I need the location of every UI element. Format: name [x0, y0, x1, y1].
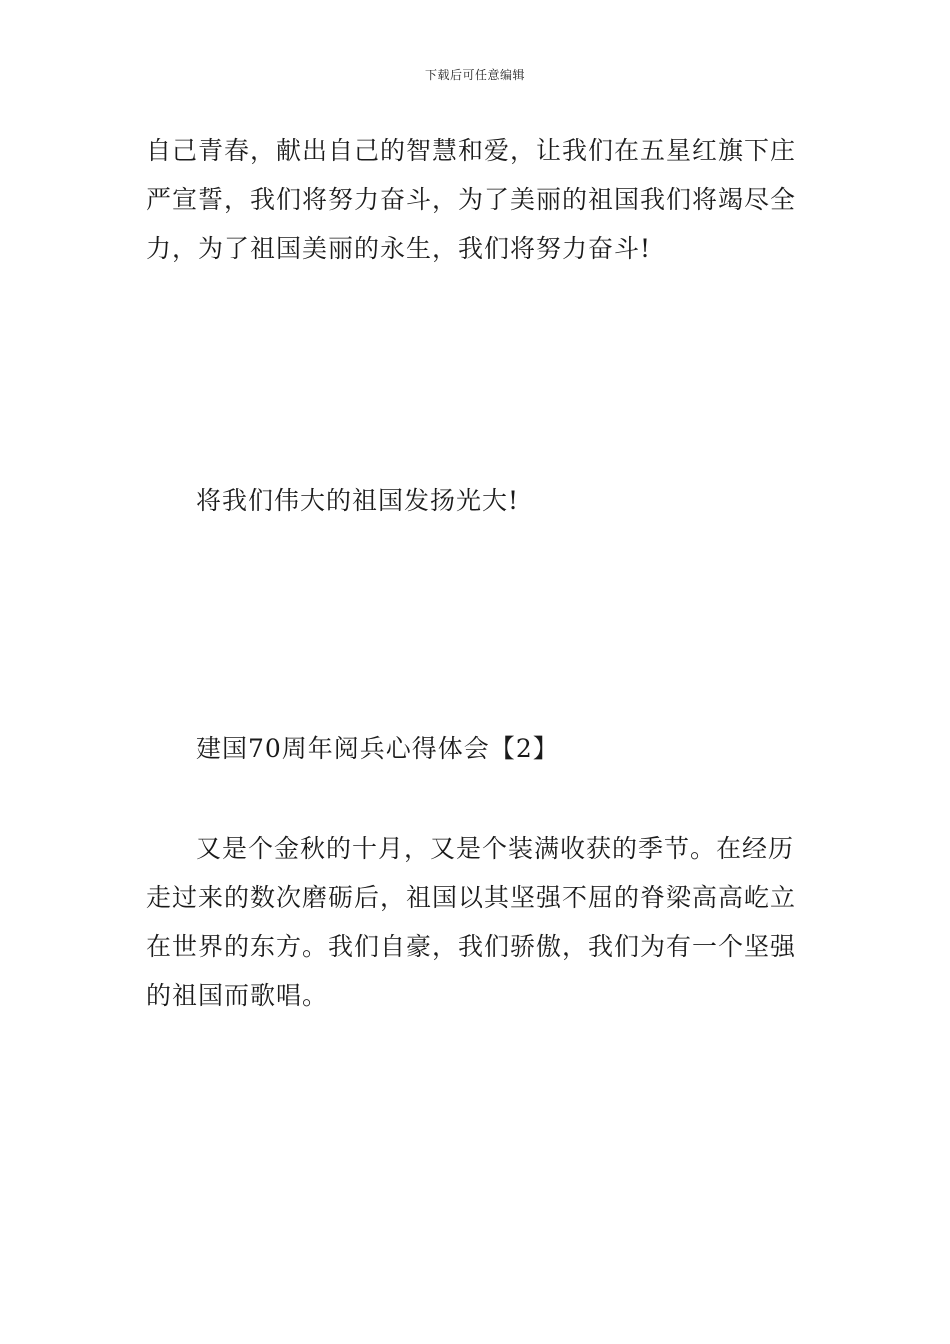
section-heading-text: 建国70周年阅兵心得体会【2】 — [196, 734, 559, 763]
paragraph-line: 的祖国而歌唱。 — [146, 981, 329, 1010]
paragraph-line: 走过来的数次磨砺后，祖国以其坚强不屈的脊梁高高屹立 — [146, 883, 797, 912]
page-header-note: 下载后可任意编辑 — [424, 68, 525, 82]
section-heading — [196, 724, 856, 773]
paragraph-continuation — [146, 126, 806, 273]
paragraph-line: 又是个金秋的十月，又是个装满收获的季节。在经历 — [196, 834, 795, 863]
slogan-line: 将我们伟大的祖国发扬光大! — [196, 486, 520, 515]
paragraph-line: 严宣誓，我们将努力奋斗，为了美丽的祖国我们将竭尽全 — [146, 185, 797, 214]
paragraph-body — [146, 824, 806, 1020]
paragraph-line: 自己青春，献出自己的智慧和爱，让我们在五星红旗下庄 — [146, 136, 797, 165]
paragraph-line: 力，为了祖国美丽的永生，我们将努力奋斗! — [146, 234, 652, 263]
paragraph-slogan — [196, 476, 856, 525]
paragraph-line: 在世界的东方。我们自豪，我们骄傲，我们为有一个坚强 — [146, 932, 797, 961]
